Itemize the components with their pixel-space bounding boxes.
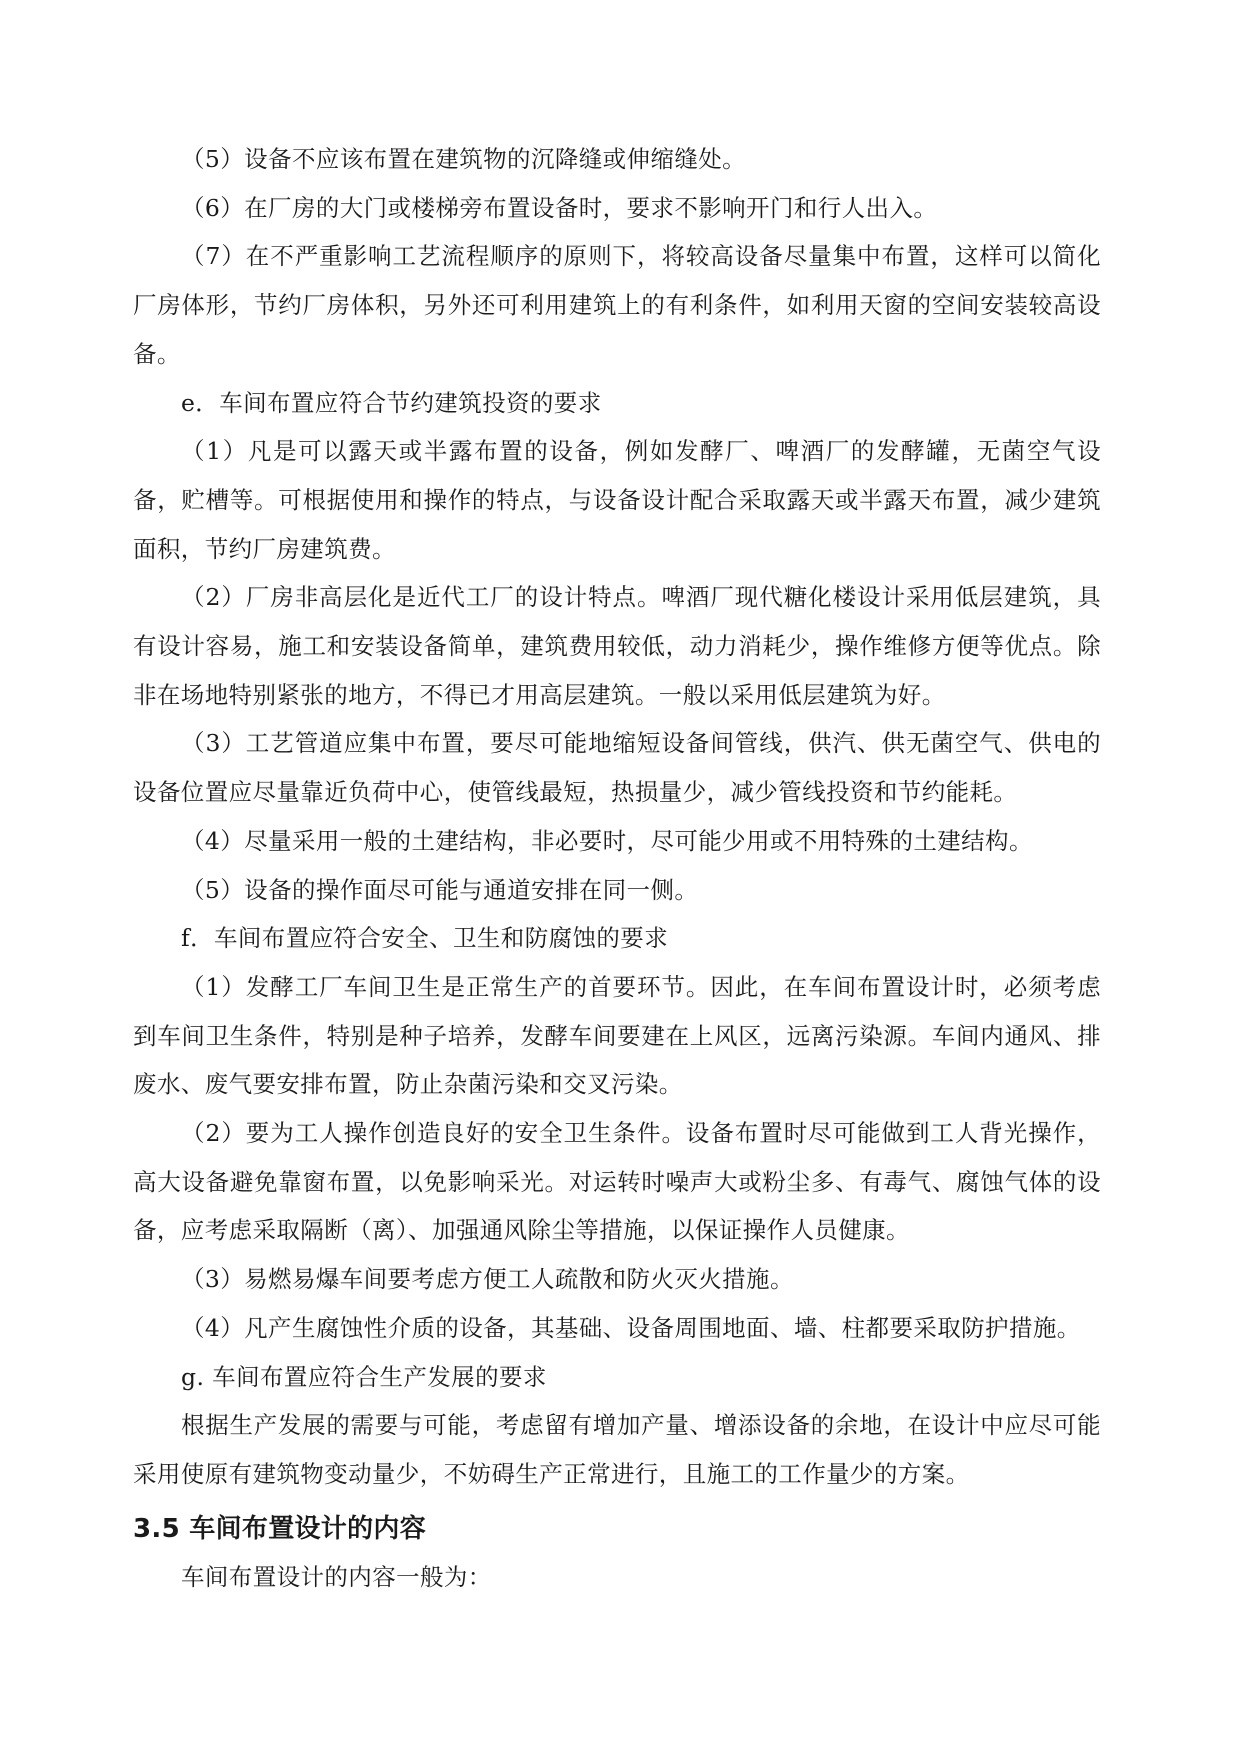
paragraph: （5）设备的操作面尽可能与通道安排在同一侧。 <box>181 875 699 904</box>
paragraph: （2）厂房非高层化是近代工厂的设计特点。啤酒厂现代糖化楼设计采用低层建筑，具有设计容易，施工和安装设备简单，建筑费用较低，动力消耗少，操作维修方便等优点。除非在场地特别紧张的地方，不得已才用高层建筑。一般以采用低层建筑为好。 <box>133 583 1101 709</box>
paragraph: （7）在不严重影响工艺流程顺序的原则下，将较高设备尽量集中布置，这样可以简化厂房体形，节约厂房体积，另外还可利用建筑上的有利条件，如利用天窗的空间安装较高设备。 <box>133 242 1101 368</box>
subsection-heading-g: g. 车间布置应符合生产发展的要求 <box>181 1362 547 1391</box>
paragraph: （6）在厂房的大门或楼梯旁布置设备时，要求不影响开门和行人出入。 <box>181 193 938 222</box>
paragraph: （4）凡产生腐蚀性介质的设备，其基础、设备周围地面、墙、柱都要采取防护措施。 <box>181 1313 1081 1342</box>
subsection-heading-f: f．车间布置应符合安全、卫生和防腐蚀的要求 <box>181 924 669 953</box>
paragraph: （1）发酵工厂车间卫生是正常生产的首要环节。因此，在车间布置设计时，必须考虑到车间卫生条件，特别是种子培养，发酵车间要建在上风区，远离污染源。车间内通风、排废水、废气要安排布置，防止杂菌污染和交叉污染。 <box>133 972 1101 1099</box>
paragraph: 根据生产发展的需要与可能，考虑留有增加产量、增添设备的余地，在设计中应尽可能采用使原有建筑物变动量少，不妨碍生产正常进行，且施工的工作量少的方案。 <box>133 1411 1101 1488</box>
paragraph: （2）要为工人操作创造良好的安全卫生条件。设备布置时尽可能做到工人背光操作，高大设备避免靠窗布置，以免影响采光。对运转时噪声大或粉尘多、有毒气、腐蚀气体的设备，应考虑采取隔断（离）、加强通风除尘等措施，以保证操作人员健康。 <box>133 1119 1101 1245</box>
subsection-heading-e: e．车间布置应符合节约建筑投资的要求 <box>181 388 602 417</box>
paragraph: （3）易燃易爆车间要考虑方便工人疏散和防火灭火措施。 <box>181 1265 794 1294</box>
paragraph: （1）凡是可以露天或半露布置的设备，例如发酵厂、啤酒厂的发酵罐，无菌空气设备，贮槽等。可根据使用和操作的特点，与设备设计配合采取露天或半露天布置，减少建筑面积，节约厂房建筑费。 <box>133 437 1101 563</box>
paragraph: 车间布置设计的内容一般为： <box>181 1563 492 1592</box>
paragraph: （5）设备不应该布置在建筑物的沉降缝或伸缩缝处。 <box>181 145 747 173</box>
paragraph: （4）尽量采用一般的土建结构，非必要时，尽可能少用或不用特殊的土建结构。 <box>181 826 1033 855</box>
page-content <box>133 135 1101 1602</box>
paragraph: （3）工艺管道应集中布置，要尽可能地缩短设备间管线，供汽、供无菌空气、供电的设备位置应尽量靠近负荷中心，使管线最短，热损量少，减少管线投资和节约能耗。 <box>133 729 1101 807</box>
section-heading: 3.5 车间布置设计的内容 <box>133 1513 427 1544</box>
